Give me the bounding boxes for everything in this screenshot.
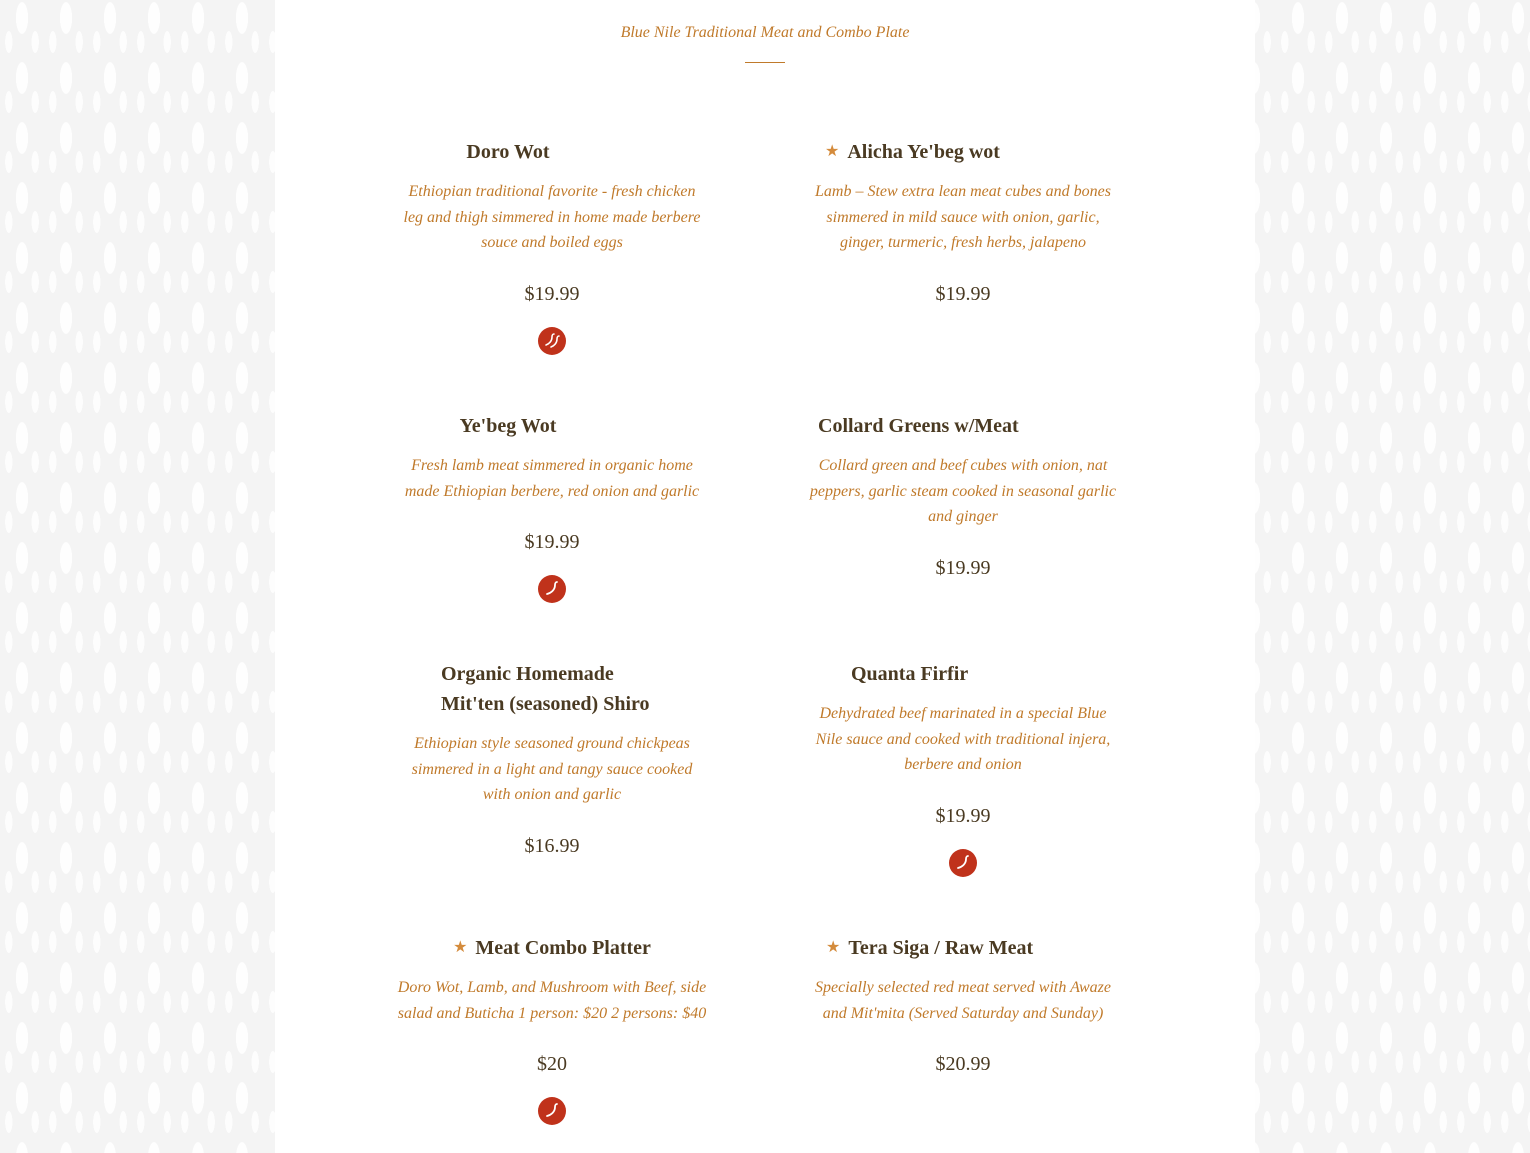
item-name: Alicha Ye'beg wot [847,141,1000,163]
menu-item [808,659,1118,882]
item-name: Ye'beg Wot [459,415,557,437]
item-name: Collard Greens w/Meat [818,415,1019,437]
item-price: $19.99 [524,531,580,553]
item-description: Collard green and beef cubes with onion, nat peppers, garlic steam cooked in seasonal garlic and ginger [809,457,1117,525]
menu-item [397,411,707,608]
title-divider [745,62,785,63]
pepper-icon [538,575,566,603]
star-icon: ★ [826,939,841,956]
item-description: Dehydrated beef marinated in a special Blue Nile sauce and cooked with traditional injera, berbere and onion [815,705,1111,773]
star-icon: ★ [825,143,840,160]
item-description: Doro Wot, Lamb, and Mushroom with Beef, side salad and Buticha 1 person: $20 2 persons: $40 [397,979,707,1022]
item-price: $16.99 [524,834,580,857]
item-name: Meat Combo Platter [475,937,651,959]
item-name: Organic Homemade Mit'ten (seasoned) Shiro [441,663,650,715]
item-price: $19.99 [524,282,580,305]
star-icon: ★ [453,939,468,956]
menu-item [808,137,1118,307]
item-description: Specially selected red meat served with Awaze and Mit'mita (Served Saturday and Sunday) [815,979,1111,1022]
item-name: Doro Wot [466,141,550,163]
item-description: Fresh lamb meat simmered in organic home made Ethiopian berbere, red onion and garlic [404,457,700,500]
item-description: Ethiopian style seasoned ground chickpeas simmered in a light and tangy sauce cooked with onion and garlic [411,735,693,803]
item-description: Ethiopian traditional favorite - fresh chicken leg and thigh simmered in home made berbere souce and boiled eggs [403,183,701,251]
item-price: $20 [537,1053,567,1075]
menu-item [808,411,1118,581]
menu-item [397,933,707,1130]
item-price: $19.99 [935,282,991,305]
menu-item [808,933,1118,1077]
item-price: $20.99 [935,1053,991,1075]
item-name: Tera Siga / Raw Meat [848,937,1034,959]
item-description: Lamb – Stew extra lean meat cubes and bones simmered in mild sauce with onion, garlic, ginger, turmeric, fresh herbs, jalapeno [815,183,1111,251]
item-price: $19.99 [935,556,991,579]
item-name: Quanta Firfir [851,663,969,685]
pepper-icon [949,849,977,877]
menu-page [275,0,1255,1153]
menu-item [397,137,707,360]
pepper-icon [538,1097,566,1125]
section-title: Blue Nile Traditional Meat and Combo Plate [620,24,910,41]
menu-item [397,659,707,859]
item-price: $19.99 [935,804,991,827]
double-pepper-icon [538,327,566,355]
